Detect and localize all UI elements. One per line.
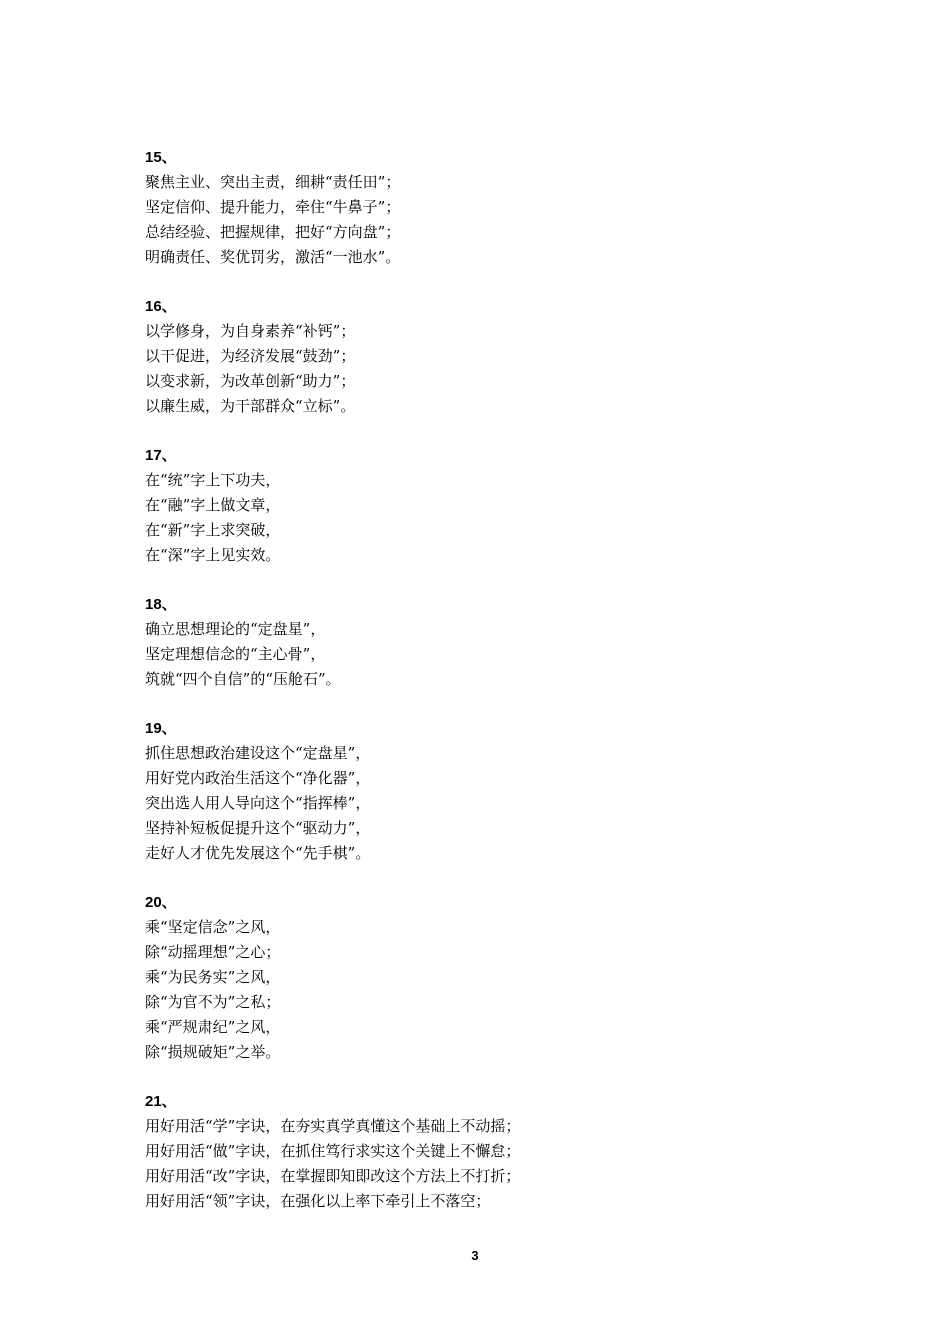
text-line: 用好用活“做”字诀，在抓住笃行求实这个关键上不懈怠； bbox=[145, 1142, 521, 1160]
section-20 bbox=[145, 891, 845, 1065]
section-17 bbox=[145, 444, 845, 568]
text-line: 坚定理想信念的“主心骨”， bbox=[145, 645, 326, 663]
text-line: 确立思想理论的“定盘星”， bbox=[145, 620, 326, 638]
text-line: 明确责任、奖优罚劣，激活“一池水”。 bbox=[145, 248, 401, 266]
text-line: 坚定信仰、提升能力，牵住“牛鼻子”； bbox=[145, 198, 401, 216]
text-line: 在“深”字上见实效。 bbox=[145, 546, 281, 564]
section-number: 20、 bbox=[145, 894, 177, 911]
section-number: 16、 bbox=[145, 298, 177, 315]
text-line: 以学修身，为自身素养“补钙”； bbox=[145, 322, 356, 340]
text-line: 用好用活“领”字诀，在强化以上率下牵引上不落空； bbox=[145, 1192, 491, 1210]
text-line: 在“统”字上下功夫， bbox=[145, 471, 281, 489]
section-number: 19、 bbox=[145, 720, 177, 737]
text-line: 在“新”字上求突破， bbox=[145, 521, 281, 539]
text-line: 乘“为民务实”之风， bbox=[145, 968, 281, 986]
section-15 bbox=[145, 146, 845, 270]
section-number: 15、 bbox=[145, 149, 177, 166]
text-line: 用好用活“改”字诀，在掌握即知即改这个方法上不打折； bbox=[145, 1167, 521, 1185]
text-line: 走好人才优先发展这个“先手棋”。 bbox=[145, 844, 371, 862]
text-line: 聚焦主业、突出主责，细耕“责任田”； bbox=[145, 173, 401, 191]
text-line: 以干促进，为经济发展“鼓劲”； bbox=[145, 347, 356, 365]
text-line: 以变求新，为改革创新“助力”； bbox=[145, 372, 356, 390]
text-line: 总结经验、把握规律，把好“方向盘”； bbox=[145, 223, 401, 241]
section-21 bbox=[145, 1090, 845, 1214]
text-line: 除“动摇理想”之心； bbox=[145, 943, 281, 961]
text-line: 在“融”字上做文章， bbox=[145, 496, 281, 514]
text-line: 以廉生威，为干部群众“立标”。 bbox=[145, 397, 356, 415]
text-line: 筑就“四个自信”的“压舱石”。 bbox=[145, 670, 341, 688]
section-16 bbox=[145, 295, 845, 419]
text-line: 乘“严规肃纪”之风， bbox=[145, 1018, 281, 1036]
section-18 bbox=[145, 593, 845, 692]
text-line: 坚持补短板促提升这个“驱动力”， bbox=[145, 819, 371, 837]
text-line: 突出选人用人导向这个“指挥棒”， bbox=[145, 794, 371, 812]
text-line: 除“为官不为”之私； bbox=[145, 993, 281, 1011]
text-line: 抓住思想政治建设这个“定盘星”， bbox=[145, 744, 371, 762]
text-line: 乘“坚定信念”之风， bbox=[145, 918, 281, 936]
section-number: 17、 bbox=[145, 447, 177, 464]
document-body bbox=[145, 146, 845, 1239]
text-line: 除“损规破矩”之举。 bbox=[145, 1043, 281, 1061]
text-line: 用好用活“学”字诀，在夯实真学真懂这个基础上不动摇； bbox=[145, 1117, 521, 1135]
section-number: 18、 bbox=[145, 596, 177, 613]
section-number: 21、 bbox=[145, 1093, 177, 1110]
page-number: 3 bbox=[471, 1248, 479, 1263]
text-line: 用好党内政治生活这个“净化器”， bbox=[145, 769, 371, 787]
section-19 bbox=[145, 717, 845, 866]
